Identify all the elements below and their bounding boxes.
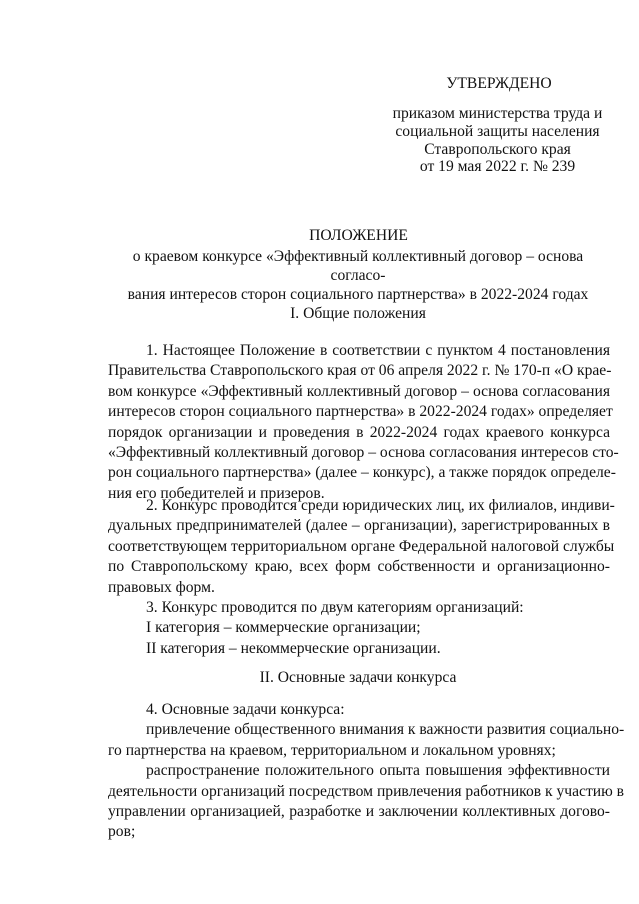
subtitle-line: вания интересов сторон социального партнерства» в 2022-2024 годах [127, 286, 589, 303]
approval-heading: УТВЕРЖДЕНО [446, 75, 552, 92]
text-line: порядок организации и проведения в 2022-2024 годах краевого конкурса [108, 423, 610, 441]
text-line: ния его победителей и призеров. [108, 484, 325, 502]
text-line: 3. Конкурс проводится по двум категориям организаций: [146, 599, 524, 616]
text-line: правовых форм. [108, 578, 215, 596]
text-line: 2. Конкурс проводится среди юридических лиц, их филиалов, индиви- [146, 497, 615, 514]
text-line: по Ставропольскому краю, всех форм собственности и организационно- [108, 558, 610, 576]
document-title: ПОЛОЖЕНИЕ [309, 227, 408, 244]
text-line: ров; [108, 823, 136, 841]
text-line: рон социального партнерства» (далее – конкурс), а также порядок определе- [108, 464, 616, 482]
paragraph-4 [108, 700, 625, 843]
paragraph-3 [108, 598, 610, 659]
approval-line: социальной защиты населения [395, 123, 600, 140]
text-line: интересов сторон социального партнерства» в 2022-2024 годах» определяет [108, 403, 613, 421]
section-heading: I. Общие положения [290, 305, 426, 322]
text-line: соответствующем территориальном органе Федеральной налоговой службы [108, 537, 615, 555]
subtitle-line: о краевом конкурсе «Эффективный коллективный договор – основа согласо- [132, 248, 584, 284]
text-line: 4. Основные задачи конкурса: [146, 701, 345, 718]
text-line: «Эффективный коллективный договор – основа согласования интересов сто- [108, 444, 619, 462]
text-line: деятельности организаций посредством привлечения работников к участию в [108, 782, 625, 800]
text-line: го партнерства на краевом, территориальном и локальном уровнях; [108, 741, 556, 759]
section-heading: II. Основные задачи конкурса [259, 669, 457, 686]
approval-line: Ставропольского края [424, 141, 571, 158]
text-line: распространение положительного опыта повышения эффективности [146, 762, 610, 780]
list-item: I категория – коммерческие организации; [146, 619, 421, 637]
paragraph-1 [108, 341, 619, 504]
approval-block [390, 105, 605, 159]
text-line: Правительства Ставропольского края от 06 апреля 2022 г. № 170-п «О крае- [108, 362, 612, 380]
list-item: II категория – некоммерческие организации. [146, 639, 441, 657]
text-line: вом конкурсе «Эффективный коллективный договор – основа согласования [108, 382, 610, 400]
text-line: привлечение общественного внимания к важности развития социально- [146, 721, 625, 739]
paragraph-2 [108, 496, 615, 598]
text-line: 1. Настоящее Положение в соответствии с пунктом 4 постановления [146, 342, 610, 359]
text-line: управлении организацией, разработке и заключении коллективных догово- [108, 803, 610, 821]
text-line: дуальных предпринимателей (далее – организации), зарегистрированных в [108, 517, 610, 535]
approval-date: от 19 мая 2022 г. № 239 [419, 158, 576, 175]
document-subtitle [108, 247, 608, 304]
approval-line: приказом министерства труда и [392, 105, 603, 122]
